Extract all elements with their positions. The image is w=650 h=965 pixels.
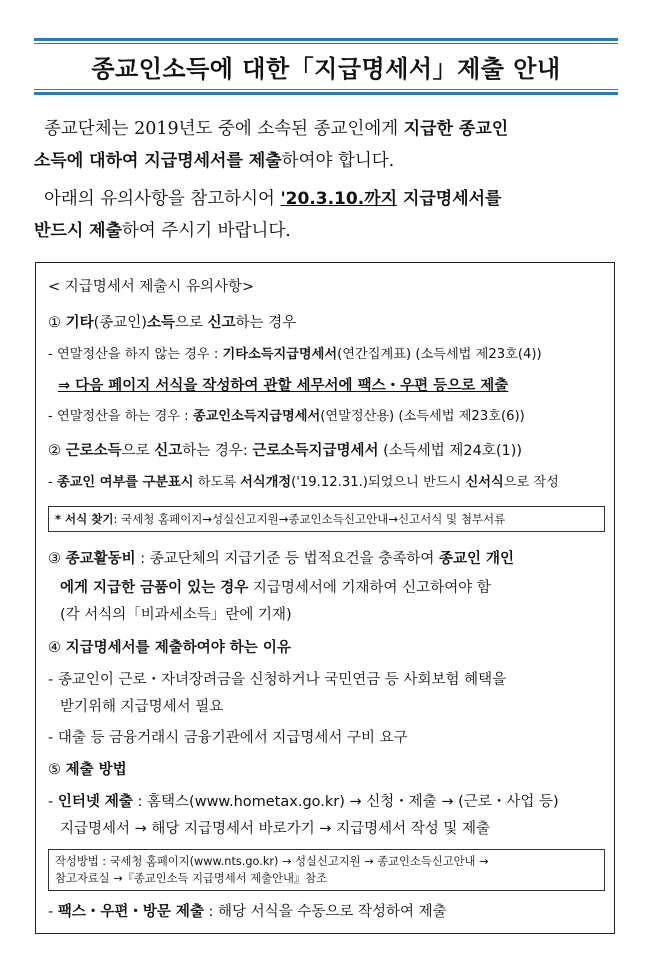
section-2-bullet-1: - 종교인 여부를 구분표시 하도록 서식개정('19.12.31.)되었으니 반드시 신서식으로 작성 [48, 475, 559, 490]
form-location-note: * 서식 찾기: 국세청 홈페이지→성실신고지원→종교인소득신고안내→신고서식 및 첨부서류 [48, 506, 605, 532]
section-2-title: ② 근로소득으로 신고하는 경우: 근로소득지급명세서 (소득세법 제24호(1)) [48, 443, 523, 459]
section-4-bullet-2: - 대출 등 금융거래시 금융기관에서 지급명세서 구비 요구 [48, 730, 408, 746]
intro-emphasis: 지급한 종교인 [403, 119, 509, 139]
intro-paragraph-1 [34, 113, 624, 177]
section-1-arrow-note: ⇒ 다음 페이지 서식을 작성하여 관할 세무서에 팩스・우편 등으로 제출 [58, 378, 509, 394]
how-to-note-line-1: 작성방법 : 국세청 홈페이지(www.nts.go.kr) → 성실신고지원 → 종교인소득신고안내 → [55, 855, 489, 868]
section-5-title: ⑤ 제출 방법 [48, 762, 127, 778]
section-4-bullet-1-line-2: 받기위해 지급명세서 필요 [60, 699, 224, 715]
notice-box [35, 262, 615, 934]
intro-text: 종교단체는 2019년도 중에 소속된 종교인에게 [44, 119, 404, 139]
title-banner [34, 38, 618, 95]
section-4-title: ④ 지급명세서를 제출하여야 하는 이유 [48, 640, 291, 656]
page-title: 종교인소득에 대한「지급명세서」제출 안내 [91, 55, 561, 83]
section-5-bullet-1-line-2: 지급명세서 → 해당 지급명세서 바로가기 → 지급명세서 작성 및 제출 [60, 821, 490, 837]
intro-emphasis: 지급명세서를 [397, 189, 502, 209]
title-border-bottom [34, 89, 618, 90]
intro-emphasis: 소득에 대하여 지급명세서를 제출 [34, 151, 282, 171]
section-1-bullet-1: - 연말정산을 하지 않는 경우 : 기타소득지급명세서(연간집계표) (소득세법 제23호(4)) [48, 347, 542, 362]
intro-text: 하여야 합니다. [281, 151, 395, 171]
intro-text: 아래의 유의사항을 참고하시어 [44, 189, 281, 209]
how-to-note [48, 849, 605, 891]
how-to-note-line-2: 참고자료실 →『종교인소득 지급명세서 제출안내』참조 [55, 872, 328, 885]
deadline-date: '20.3.10.까지 [280, 189, 398, 209]
section-5-bullet-2: - 팩스・우편・방문 제출 : 해당 서식을 수동으로 작성하여 제출 [48, 904, 447, 920]
section-3-line-3: (각 서식의「비과세소득」란에 기재) [60, 607, 292, 623]
intro-paragraph-2 [34, 183, 624, 247]
section-1-bullet-2: - 연말정산을 하는 경우 : 종교인소득지급명세서(연말정산용) (소득세법 제23호(6)) [48, 409, 525, 424]
title-border-top [34, 43, 618, 44]
section-1-title: ① 기타(종교인)소득으로 신고하는 경우 [48, 315, 297, 331]
notice-heading: < 지급명세서 제출시 유의사항> [48, 279, 255, 295]
section-3-line-1: ③ 종교활동비 : 종교단체의 지급기준 등 법적요건을 충족하여 종교인 개인 [48, 551, 515, 567]
section-5-bullet-1-line-1: - 인터넷 제출 : 홈택스(www.hometax.go.kr) → 신청・제출 → (근로・사업 등) [48, 794, 559, 810]
intro-text: 하여 주시기 바랍니다. [122, 221, 291, 241]
section-3-line-2: 에게 지급한 금품이 있는 경우 지급명세서에 기재하여 신고하여야 함 [60, 580, 491, 596]
intro-emphasis: 반드시 제출 [34, 221, 123, 241]
section-4-bullet-1-line-1: - 종교인이 근로・자녀장려금을 신청하거나 국민연금 등 사회보험 혜택을 [48, 672, 507, 688]
